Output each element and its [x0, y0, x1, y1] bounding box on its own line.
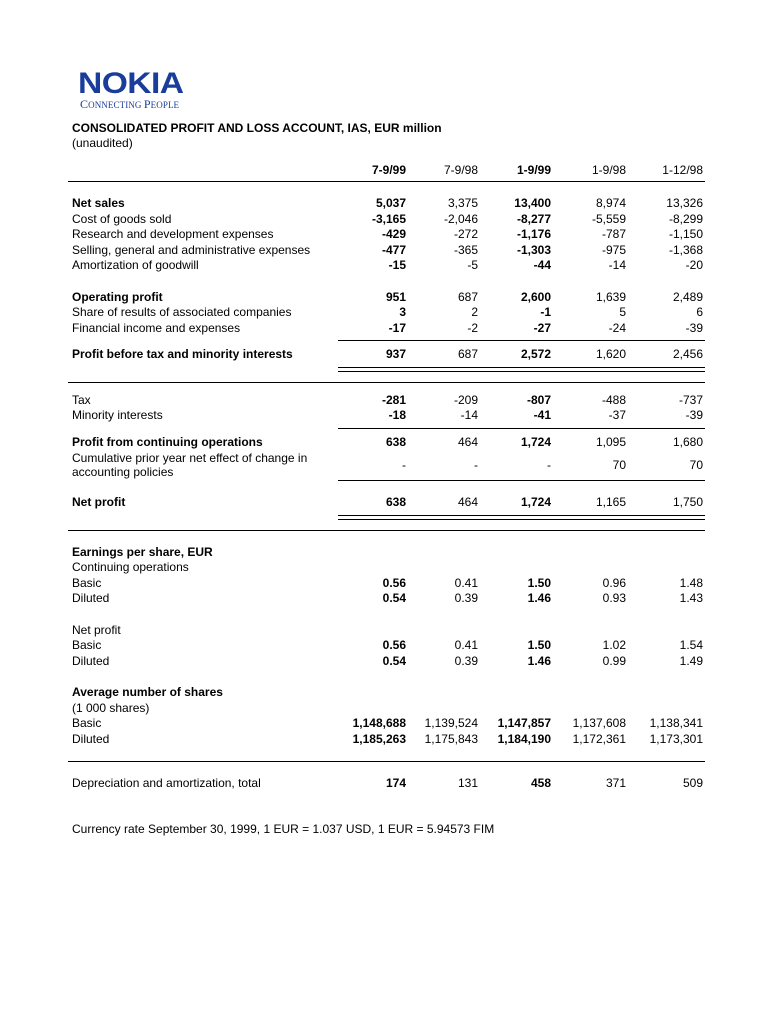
cell: -1,303 [516, 242, 551, 257]
cell: 509 [682, 776, 703, 790]
row-label: Depreciation and amortization, total [72, 776, 261, 790]
cell: 1.48 [679, 575, 703, 590]
row-label: Share of results of associated companies [72, 305, 292, 319]
cell: 2,600 [520, 289, 551, 304]
cell: 1,724 [520, 495, 551, 509]
cell: -5 [467, 258, 478, 272]
cell: 464 [457, 495, 478, 509]
cell: -429 [381, 227, 406, 241]
section-heading: Average number of shares [72, 685, 223, 699]
cell: 0.99 [602, 653, 626, 668]
cell: 0.39 [454, 653, 478, 668]
cell: - [547, 458, 551, 472]
row-label: Cumulative prior year net effect of change in accounting policies [72, 451, 308, 479]
cell: 1,750 [672, 495, 703, 509]
cell: -975 [601, 242, 626, 257]
section-divider [68, 530, 705, 531]
cell: 1,620 [595, 347, 626, 361]
table-row [68, 591, 705, 607]
cell: 1,138,341 [649, 716, 703, 730]
table-row [68, 450, 705, 480]
cell: -807 [526, 392, 551, 407]
table-row [68, 560, 705, 576]
cell: -39 [685, 320, 703, 335]
cell: -5,559 [591, 211, 626, 226]
cell: -1,368 [668, 242, 703, 257]
cell: 1.49 [679, 653, 703, 668]
cell: -18 [388, 408, 406, 422]
document-subtitle: (unaudited) [72, 136, 133, 150]
cell: 0.93 [602, 591, 626, 605]
cell: -272 [453, 227, 478, 241]
cell: 5 [619, 305, 626, 319]
cell: 131 [457, 776, 478, 790]
cell: -14 [460, 408, 478, 422]
cell: 0.41 [454, 638, 478, 652]
cell: -2 [467, 320, 478, 335]
cell: -281 [381, 392, 406, 407]
row-label: Diluted [72, 731, 110, 746]
cell: 371 [605, 776, 626, 790]
cell: 0.41 [454, 575, 478, 590]
table-row [68, 716, 705, 732]
table-row [68, 227, 705, 243]
cell: 70 [689, 458, 703, 472]
cell: 1,185,263 [352, 731, 406, 746]
profit-loss-table [68, 159, 705, 792]
subtotal-rule [338, 428, 705, 429]
row-label: Basic [72, 716, 102, 730]
cell: 174 [385, 776, 406, 790]
cell: -787 [601, 227, 626, 241]
table-row [68, 258, 705, 274]
row-label: Net sales [72, 196, 125, 210]
cell: -14 [608, 258, 626, 272]
cell: 951 [385, 289, 406, 304]
cell: -488 [601, 392, 626, 407]
cell: 0.39 [454, 591, 478, 605]
column-header: 1-9/99 [516, 163, 551, 177]
cell: 1,139,524 [424, 716, 478, 730]
cell: -1,176 [516, 227, 551, 241]
cell: 1,148,688 [352, 716, 406, 730]
table-row [68, 305, 705, 321]
cell: -8,277 [516, 211, 551, 226]
table-row [68, 393, 705, 409]
table-row [68, 732, 705, 748]
table-row [68, 196, 705, 212]
cell: 3 [399, 305, 406, 319]
cell: -20 [685, 258, 703, 272]
table-row [68, 212, 705, 228]
cell: -1 [540, 305, 551, 319]
row-label: Net profit [72, 622, 121, 637]
subtotal-rule [338, 480, 705, 481]
double-underline [338, 515, 705, 520]
header-divider [68, 181, 705, 182]
cell: 13,400 [514, 196, 551, 210]
cell: 638 [385, 434, 406, 449]
cell: 1,173,301 [649, 731, 703, 746]
cell: 1,172,361 [572, 731, 626, 746]
cell: 2,489 [672, 289, 703, 304]
row-label: Profit from continuing operations [72, 434, 263, 449]
subtotal-rule [338, 340, 705, 341]
row-label: Tax [72, 392, 91, 407]
cell: -24 [608, 320, 626, 335]
cell: -3,165 [371, 211, 406, 226]
logo-tagline: CONNECTING PEOPLE [80, 97, 180, 111]
table-row [68, 576, 705, 592]
cell: 0.56 [382, 575, 406, 590]
table-row [68, 623, 705, 639]
table-row [68, 685, 705, 701]
cell: -27 [533, 320, 551, 335]
row-label: Basic [72, 575, 102, 590]
table-row [68, 435, 705, 451]
row-label: Continuing operations [72, 560, 189, 574]
cell: 5,037 [375, 196, 406, 210]
row-label: Diluted [72, 653, 110, 668]
table-row [68, 243, 705, 259]
cell: -365 [453, 242, 478, 257]
cell: 0.54 [382, 653, 406, 668]
table-row [68, 638, 705, 654]
table-row [68, 495, 705, 511]
table-row [68, 701, 705, 717]
row-label: (1 000 shares) [72, 700, 150, 715]
table-row [68, 321, 705, 337]
row-label: Cost of goods sold [72, 211, 172, 226]
table-row [68, 776, 705, 792]
column-header: 7-9/98 [443, 163, 478, 177]
double-underline [338, 367, 705, 372]
row-label: Financial income and expenses [72, 320, 241, 335]
logo-wordmark: NOKIA [78, 67, 184, 100]
nokia-logo [78, 67, 196, 111]
row-label: Profit before tax and minority interests [72, 347, 293, 361]
cell: 937 [385, 347, 406, 361]
cell: -41 [533, 408, 551, 422]
cell: -1,150 [668, 227, 703, 241]
cell: 0.96 [602, 575, 626, 590]
row-label: Basic [72, 638, 102, 652]
row-label: Net profit [72, 495, 126, 509]
row-label: Research and development expenses [72, 227, 274, 241]
column-header-row [68, 159, 705, 181]
cell: 1,639 [595, 289, 626, 304]
cell: 13,326 [666, 196, 703, 210]
row-label: Diluted [72, 591, 110, 605]
cell: 0.54 [382, 591, 406, 605]
table-row [68, 654, 705, 670]
cell: 1,184,190 [497, 731, 551, 746]
section-divider [68, 761, 705, 762]
cell: - [402, 458, 406, 472]
cell: -477 [381, 242, 406, 257]
cell: 1,165 [595, 495, 626, 509]
cell: -209 [453, 392, 478, 407]
row-label: Operating profit [72, 289, 163, 304]
cell: 1.46 [527, 653, 551, 668]
table-row [68, 290, 705, 306]
document-title: CONSOLIDATED PROFIT AND LOSS ACCOUNT, IAS, EUR million [72, 121, 442, 135]
cell: 2 [471, 305, 478, 319]
cell: 687 [457, 347, 478, 361]
cell: 1.46 [527, 591, 551, 605]
cell: -39 [685, 408, 703, 422]
cell: 1,147,857 [497, 716, 551, 730]
cell: 1,724 [520, 434, 551, 449]
cell: 1.54 [679, 638, 703, 652]
section-heading: Earnings per share, EUR [72, 544, 213, 559]
cell: 1.50 [527, 638, 551, 652]
cell: 6 [696, 305, 703, 319]
cell: -2,046 [443, 211, 478, 226]
cell: 1.43 [679, 591, 703, 605]
cell: -17 [388, 320, 406, 335]
cell: 638 [385, 495, 406, 509]
row-label: Minority interests [72, 408, 163, 422]
cell: -737 [678, 392, 703, 407]
cell: -8,299 [668, 211, 703, 226]
cell: 458 [530, 776, 551, 790]
table-row [68, 408, 705, 424]
cell: 2,572 [520, 347, 551, 361]
cell: -15 [388, 258, 406, 272]
column-header: 7-9/99 [371, 163, 406, 177]
cell: 1,175,843 [424, 731, 478, 746]
cell: 1.50 [527, 575, 551, 590]
cell: 3,375 [447, 196, 478, 210]
cell: - [474, 458, 478, 472]
cell: 70 [612, 458, 626, 472]
table-row [68, 545, 705, 561]
section-divider [68, 382, 705, 383]
cell: 687 [457, 289, 478, 304]
cell: -37 [608, 408, 626, 422]
row-label: Amortization of goodwill [72, 258, 199, 272]
column-header: 1-9/98 [591, 163, 626, 177]
column-header: 1-12/98 [662, 163, 703, 177]
cell: 0.56 [382, 638, 406, 652]
cell: 464 [457, 434, 478, 449]
cell: 1,137,608 [572, 716, 626, 730]
cell: -44 [533, 258, 551, 272]
cell: 8,974 [595, 196, 626, 210]
cell: 1,680 [672, 434, 703, 449]
table-row [68, 347, 705, 363]
cell: 2,456 [672, 347, 703, 361]
cell: 1,095 [595, 434, 626, 449]
currency-footnote: Currency rate September 30, 1999, 1 EUR = 1.037 USD, 1 EUR = 5.94573 FIM [72, 822, 495, 836]
cell: 1.02 [602, 638, 626, 652]
row-label: Selling, general and administrative expenses [72, 242, 311, 257]
